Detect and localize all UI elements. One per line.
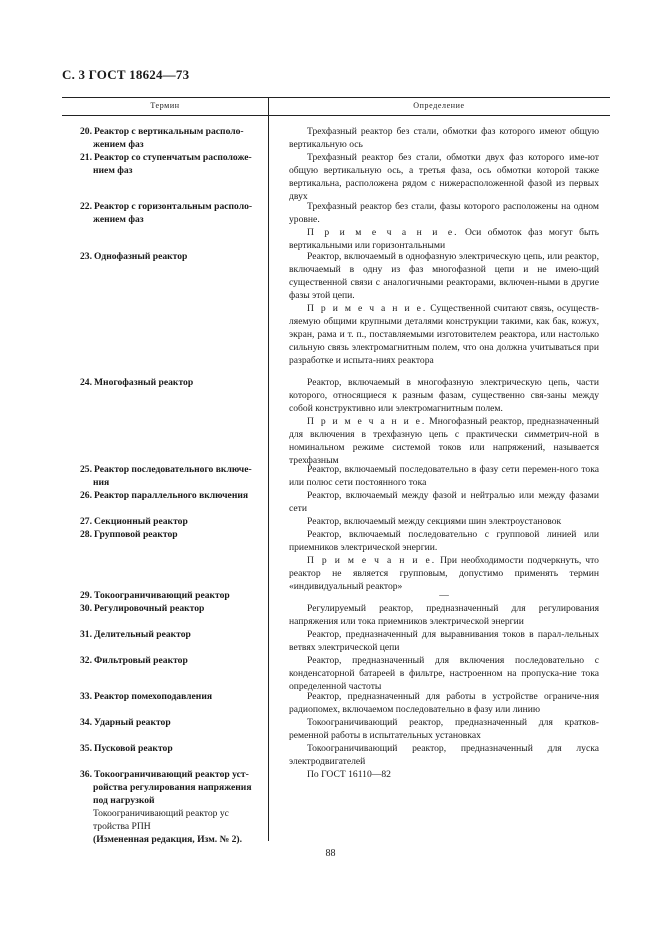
page-header: С. 3 ГОСТ 18624—73	[62, 67, 190, 82]
note	[289, 415, 599, 467]
definition-cell	[289, 528, 599, 593]
term-number: 32.	[80, 655, 92, 666]
term-number: 26.	[80, 490, 92, 501]
term-text: жением фаз	[93, 139, 144, 150]
term-number: 35.	[80, 743, 92, 754]
definition-cell: Реактор, включаемый между фазой и нейтралью или между фазами сети	[289, 490, 599, 514]
note	[289, 226, 599, 252]
column-header-definition: Определение	[413, 101, 465, 110]
definition-cell: Трехфазный реактор без стали, обмотки двух фаз которого име-ют общую вертикальную ось, а третья фаза, ось обмотки которой также вертикальна, расположена рядом с нижерасположенной фазой из первых двух	[289, 152, 599, 202]
definition-text: Трехфазный реактор без стали, фазы которого расположены на одном уровне.	[289, 201, 599, 225]
definition-cell	[289, 376, 599, 467]
definition-cell	[289, 200, 599, 252]
note	[289, 302, 599, 367]
term-text: жением фаз	[93, 214, 144, 225]
term-cell	[62, 376, 264, 389]
term-short-text: Токоограничивающий реактор ус	[93, 808, 229, 819]
definition-cell: Токоограничивающий реактор, предназначенный для луска электродвигателей	[289, 743, 599, 767]
term-cell	[62, 768, 264, 846]
definition-text: Реактор, включаемый в многофазную электрическую цепь, части которого, относящиеся к разным фазам, существенно свя-заны между собой конструктивно или электромагнитным полем.	[289, 377, 599, 414]
term-cell	[62, 515, 264, 528]
note-text: Многофазный реактор, предназначенный для включения в трехфазную цепь с практически симметрич-ной в номинальном режиме системой токов или напряжений, называется трехфазным	[289, 416, 599, 466]
term-text: Ударный реактор	[94, 717, 171, 728]
term-cell	[62, 589, 264, 602]
term-text: Групповой реактор	[94, 529, 178, 540]
term-text: Реактор последовательного включе-	[94, 464, 252, 475]
term-cell	[62, 690, 264, 703]
term-text: Реактор с горизонтальным располо-	[94, 201, 253, 212]
column-header-term: Термин	[150, 101, 180, 110]
term-cell	[62, 602, 264, 615]
table-top-rule	[62, 97, 610, 98]
term-text: Реактор со ступенчатым расположе-	[94, 152, 252, 163]
note-text: Оси обмоток фаз могут быть вертикальными или горизонтальными	[289, 227, 599, 251]
term-cell	[62, 250, 264, 263]
term-cell	[62, 742, 264, 755]
term-cell	[62, 489, 264, 502]
term-cell	[62, 528, 264, 541]
term-cell	[62, 125, 264, 151]
term-text: Реактор параллельного включения	[94, 490, 249, 501]
term-number: 36.	[80, 769, 92, 780]
term-number: 27.	[80, 516, 92, 527]
definition-cell: Реактор, предназначенный для включения последовательно с конденсаторной батареей в фильтре, настроенном на пропуска-ние тока определенной частоты	[289, 655, 599, 692]
definition-cell: Трехфазный реактор без стали, обмотки фаз которого имеют общую вертикальную ось	[289, 126, 599, 150]
definition-cell: Реактор, предназначенный для работы в устройстве ограниче-ния радиопомех, включаемом последовательно в фазу или линию	[289, 691, 599, 715]
term-text: Фильтровый реактор	[94, 655, 188, 666]
term-text: Делительный реактор	[94, 629, 191, 640]
term-cell	[62, 628, 264, 641]
definition-cell: Токоограничивающий реактор, предназначенный для кратков-ременной работы в испытательных установках	[289, 717, 599, 741]
term-text: Реактор с вертикальным располо-	[94, 126, 244, 137]
term-text: ройства регулирования напряжения	[93, 782, 252, 793]
term-number: 29.	[80, 590, 92, 601]
note-text: При необходимости подчеркнуть, что реактор не является групповым, допустимо применять термин «индивидуальный реактор»	[289, 555, 599, 592]
definition-cell: —	[439, 590, 449, 601]
term-number: 33.	[80, 691, 92, 702]
term-text: Токоограничивающий реактор	[94, 590, 230, 601]
definition-text: Реактор, включаемый последовательно с групповой линией или приемников электрической энергии.	[289, 529, 599, 553]
note-text: Существенной считают связь, осуществ-ляемую общими крупными деталями конструкции такими, как бак, кожух, экран, рама и т. п., поставляемыми изготовителем реактора, или настолько сильную связь электромагнитным полем, что она должна учитываться при разработке и испыта-ниях реактора	[289, 303, 599, 366]
term-text: Однофазный реактор	[94, 251, 188, 262]
term-number: 25.	[80, 464, 92, 475]
term-number: 34.	[80, 717, 92, 728]
term-number: 20.	[80, 126, 92, 137]
page-number: 88	[325, 848, 336, 859]
term-text: Секционный реактор	[94, 516, 188, 527]
definition-cell: По ГОСТ 16110—82	[307, 769, 391, 780]
term-number: 24.	[80, 377, 92, 388]
note-label: П р и м е ч а н и е.	[307, 227, 459, 238]
note-label: П р и м е ч а н и е.	[307, 416, 427, 427]
term-cell	[62, 654, 264, 667]
definition-cell: Реактор, включаемый между секциями шин электроустановок	[307, 516, 562, 527]
table-header-rule	[62, 115, 610, 116]
note-label: П р и м е ч а н и е.	[307, 303, 428, 314]
term-text: Многофазный реактор	[94, 377, 194, 388]
note	[289, 554, 599, 593]
note-label: П р и м е ч а н и е.	[307, 555, 437, 566]
term-number: 23.	[80, 251, 92, 262]
amendment-note: (Измененная редакция, Изм. № 2).	[93, 834, 243, 845]
term-number: 30.	[80, 603, 92, 614]
term-number: 22.	[80, 201, 92, 212]
term-number: 21.	[80, 152, 92, 163]
definition-cell: Регулируемый реактор, предназначенный для регулирования напряжения или тока приемников электрической энергии	[289, 603, 599, 627]
term-cell	[62, 151, 264, 177]
term-number: 31.	[80, 629, 92, 640]
term-cell	[62, 200, 264, 226]
term-text: Регулировочный реактор	[94, 603, 205, 614]
term-number: 28.	[80, 529, 92, 540]
definition-text: Реактор, включаемый в однофазную электрическую цепь, или реактор, включаемый в одну из фаз многофазной цепи и не имею-щий существенной связи с аналогичными реакторами, включен-ными в другие фазы этой цепи.	[289, 251, 599, 301]
definition-cell: Реактор, предназначенный для выравнивания токов в парал-лельных ветвях электрической цепи	[289, 629, 599, 653]
term-cell	[62, 716, 264, 729]
term-text: нием фаз	[93, 165, 133, 176]
term-cell	[62, 463, 264, 489]
term-text: Токоограничивающий реактор уст-	[94, 769, 249, 780]
term-text: под нагрузкой	[93, 795, 155, 806]
definition-cell	[289, 250, 599, 367]
definition-cell: Реактор, включаемый последовательно в фазу сети перемен-ного тока или полюс сети постоянного тока	[289, 464, 599, 488]
term-short-text: тройства РПН	[93, 821, 151, 832]
term-text: Реактор помехоподавления	[94, 691, 213, 702]
term-text: ния	[93, 477, 110, 488]
term-text: Пусковой реактор	[94, 743, 173, 754]
column-divider	[268, 98, 269, 841]
